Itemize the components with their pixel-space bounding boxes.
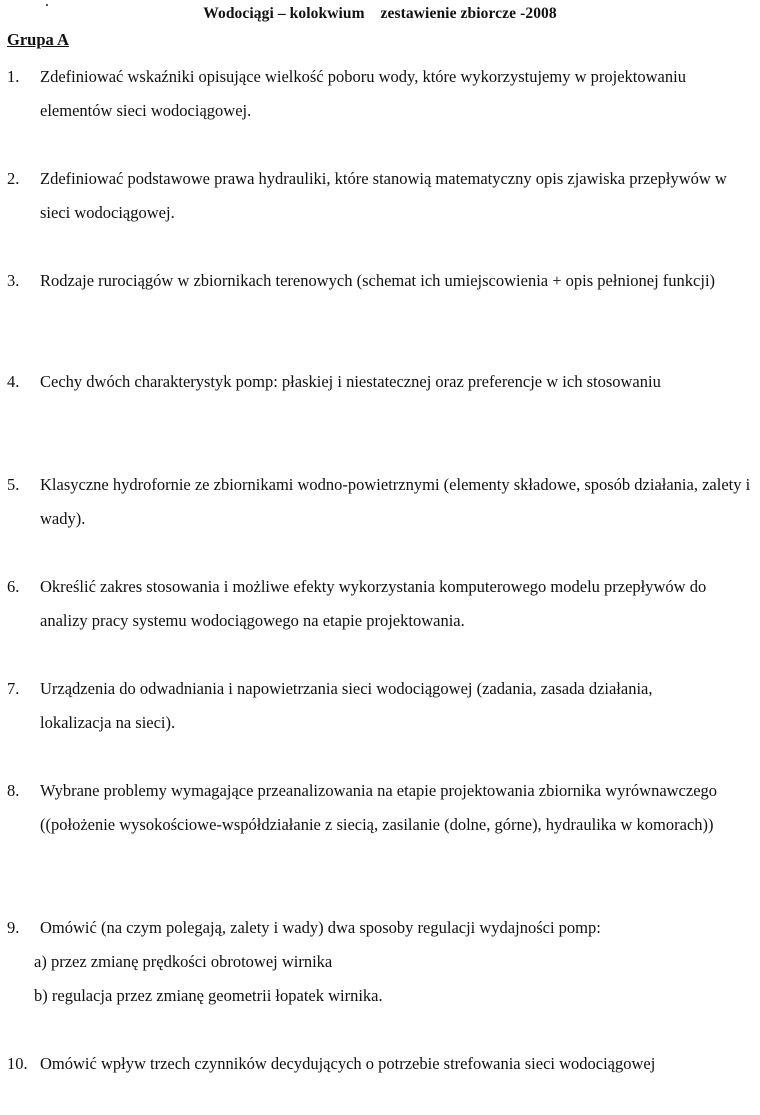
question-number: 9. xyxy=(7,918,20,937)
question-number: 6. xyxy=(7,577,20,596)
question-text: Urządzenia do odwadniania i napowietrzania sieci wodociągowej (zadania, zasada działania, lokalizacja na sieci). xyxy=(40,679,653,732)
question-6 xyxy=(7,570,727,638)
question-10 xyxy=(7,1047,697,1081)
question-text: Omówić wpływ trzech czynników decydujących o potrzebie strefowania sieci wodociągowej xyxy=(40,1054,656,1073)
question-number: 1. xyxy=(7,67,20,86)
document-title: Wodociągi – kolokwium zestawienie zbiorcze -2008 xyxy=(203,5,557,22)
question-text: Cechy dwóch charakterystyk pomp: płaskiej i niestatecznej oraz preferencje w ich stosowaniu xyxy=(40,372,661,391)
question-number: 3. xyxy=(7,271,20,290)
question-number: 7. xyxy=(7,679,20,698)
question-9 xyxy=(7,911,757,1013)
question-5 xyxy=(7,468,757,536)
question-number: 10. xyxy=(7,1054,28,1073)
question-text: Rodzaje rurociągów w zbiornikach terenowych (schemat ich umiejscowienia + opis pełnionej funkcji) xyxy=(40,271,716,290)
question-4 xyxy=(7,365,707,399)
question-3 xyxy=(7,264,742,298)
question-text: Zdefiniować wskaźniki opisujące wielkość poboru wody, które wykorzystujemy w projektowaniu elementów sieci wodociągowej. xyxy=(40,67,686,120)
question-2 xyxy=(7,162,757,230)
question-9-option-b: b) regulacja przez zmianę geometrii łopatek wirnika. xyxy=(34,986,383,1005)
question-text: Określić zakres stosowania i możliwe efekty wykorzystania komputerowego modelu przepływów do analizy pracy systemu wodociągowego na etapie projektowania. xyxy=(40,577,707,630)
group-heading: Grupa A xyxy=(7,30,69,49)
question-1 xyxy=(7,60,707,128)
question-number: 4. xyxy=(7,372,20,391)
question-number: 8. xyxy=(7,781,20,800)
question-text: Klasyczne hydrofornie ze zbiornikami wodno-powietrznymi (elementy składowe, sposób działania, zalety i wady). xyxy=(40,475,751,528)
question-text: Zdefiniować podstawowe prawa hydrauliki, które stanowią matematyczny opis zjawiska przepływów w sieci wodociągowej. xyxy=(40,169,727,222)
question-8 xyxy=(7,774,732,842)
question-number: 5. xyxy=(7,475,20,494)
question-number: 2. xyxy=(7,169,20,188)
question-7 xyxy=(7,672,707,740)
question-text: Wybrane problemy wymagające przeanalizowania na etapie projektowania zbiornika wyrównawczego ((położenie wysokościowe-współdziałanie z siecią, zasilanie (dolne, górne), hydraulika w komorach)) xyxy=(40,781,718,834)
question-9-option-a: a) przez zmianę prędkości obrotowej wirnika xyxy=(34,952,333,971)
question-text: Omówić (na czym polegają, zalety i wady) dwa sposoby regulacji wydajności pomp: xyxy=(40,918,601,937)
